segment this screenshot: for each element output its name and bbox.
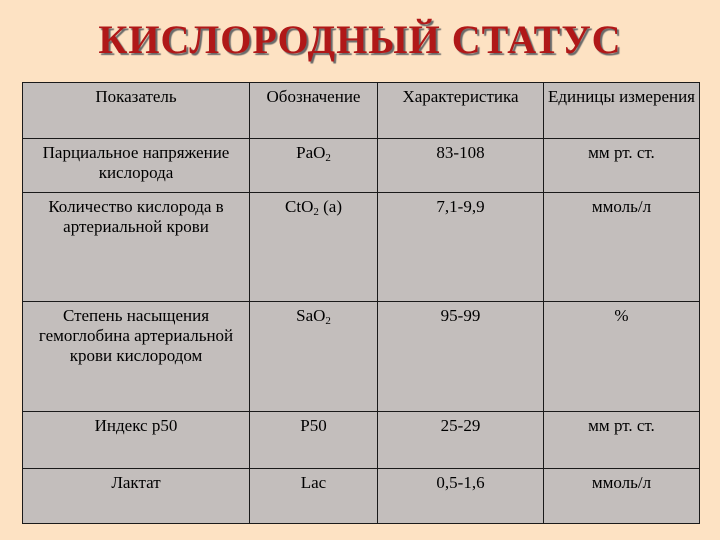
symbol-text: CtO (285, 197, 314, 216)
symbol-suffix: (a) (318, 197, 342, 216)
row-unit: мм рт. ст. (544, 412, 700, 469)
row-indicator: Лактат (23, 469, 250, 524)
header-row (23, 83, 700, 139)
row-unit: % (544, 302, 700, 412)
row-range: 95-99 (378, 302, 544, 412)
row-symbol (250, 302, 378, 412)
row-indicator: Количество кислорода в артериальной крови (23, 193, 250, 302)
symbol-text: PaO (296, 143, 326, 162)
oxygen-status-table (22, 82, 700, 524)
symbol-subscript: 2 (313, 206, 319, 218)
row-unit: ммоль/л (544, 193, 700, 302)
row-range: 83-108 (378, 139, 544, 193)
row-indicator: Индекс p50 (23, 412, 250, 469)
row-unit: мм рт. ст. (544, 139, 700, 193)
row-symbol (250, 139, 378, 193)
row-symbol (250, 412, 378, 469)
header-indicator: Показатель (23, 83, 250, 139)
symbol-text: P50 (300, 416, 327, 435)
table-row (23, 193, 700, 302)
row-range: 0,5-1,6 (378, 469, 544, 524)
row-indicator: Парциальное напряжение кислорода (23, 139, 250, 193)
symbol-subscript: 2 (325, 152, 331, 164)
row-range: 7,1-9,9 (378, 193, 544, 302)
symbol-text: Lac (300, 473, 327, 492)
header-unit: Единицы измерения (544, 83, 700, 139)
row-symbol (250, 469, 378, 524)
symbol-subscript: 2 (325, 315, 331, 327)
table-row (23, 302, 700, 412)
row-symbol (250, 193, 378, 302)
table-row (23, 469, 700, 524)
table-row (23, 412, 700, 469)
header-symbol: Обозначение (250, 83, 378, 139)
row-unit: ммоль/л (544, 469, 700, 524)
row-range: 25-29 (378, 412, 544, 469)
row-indicator: Степень насыщения гемоглобина артериальной крови кислородом (23, 302, 250, 412)
symbol-text: SaO (296, 306, 326, 325)
header-range: Характеристика (378, 83, 544, 139)
slide-title: КИСЛОРОДНЫЙ СТАТУС (98, 17, 622, 62)
table-row (23, 139, 700, 193)
